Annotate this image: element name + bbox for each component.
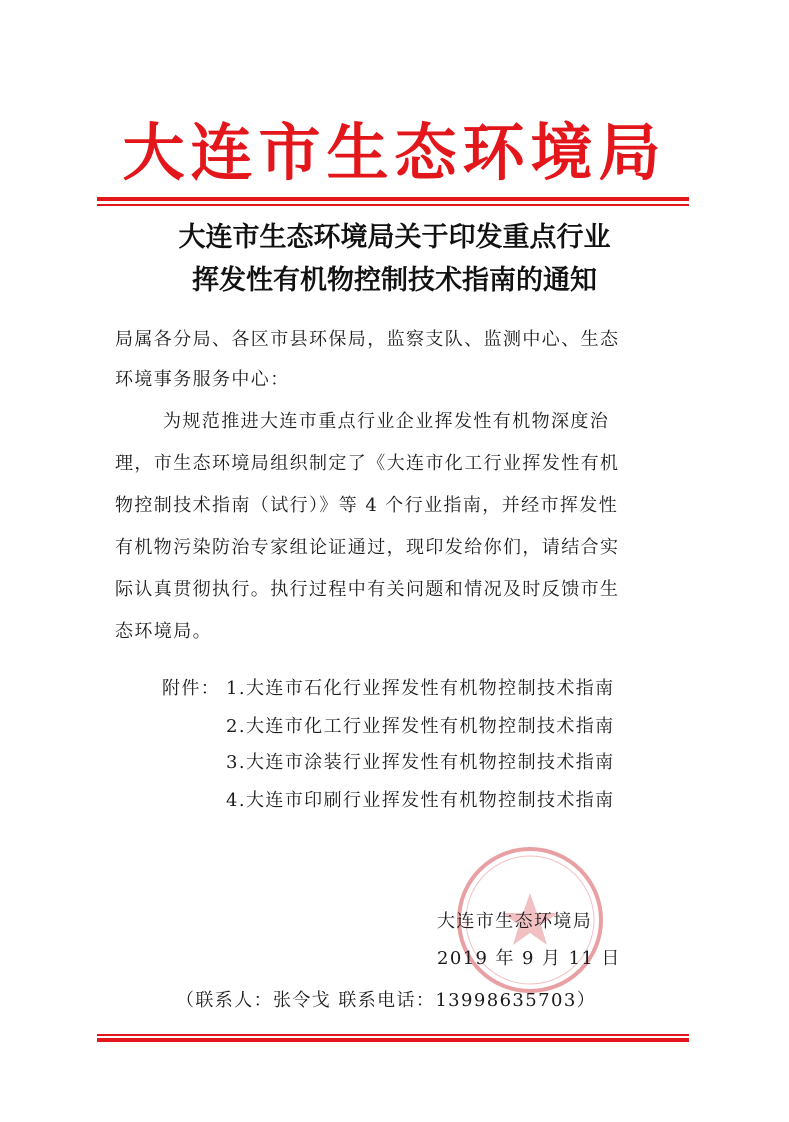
recipients-line2: 环境事务服务中心： bbox=[115, 369, 290, 390]
contact-info: （联系人：张令戈 联系电话：13998635703） bbox=[176, 990, 597, 1011]
recipients-line1: 局属各分局、各区市县环保局，监察支队、监测中心、生态 bbox=[115, 329, 620, 350]
body-line: 有机物污染防治专家组论证通过，现印发给你们，请结合实 bbox=[115, 537, 620, 558]
attachment-item: 4.大连市印刷行业挥发性有机物控制技术指南 bbox=[226, 790, 615, 811]
document-title-line2: 挥发性有机物控制技术指南的通知 bbox=[192, 265, 597, 296]
issue-date: 2019 年 9 月 11 日 bbox=[437, 948, 621, 969]
attachment-item: 3.大连市涂装行业挥发性有机物控制技术指南 bbox=[226, 752, 615, 773]
footer-rule-thick bbox=[97, 1038, 689, 1042]
footer-rule-thin bbox=[97, 1034, 689, 1036]
body-line: 物控制技术指南（试行）》等 4 个行业指南，并经市挥发性 bbox=[115, 495, 619, 516]
document-title-line1: 大连市生态环境局关于印发重点行业 bbox=[178, 222, 611, 253]
header-rule-thin bbox=[97, 204, 689, 206]
body-line: 际认真贯彻执行。执行过程中有关问题和情况及时反馈市生 bbox=[115, 579, 620, 600]
body-line: 态环境局。 bbox=[115, 621, 212, 642]
attachments-label: 附件： bbox=[162, 678, 221, 699]
agency-masthead: 大连市生态环境局 bbox=[122, 116, 667, 189]
body-line: 理，市生态环境局组织制定了《大连市化工行业挥发性有机 bbox=[115, 453, 620, 474]
issuer-name: 大连市生态环境局 bbox=[437, 911, 593, 932]
attachment-item: 1.大连市石化行业挥发性有机物控制技术指南 bbox=[226, 678, 615, 699]
header-rule-thick bbox=[97, 197, 689, 201]
attachment-item: 2.大连市化工行业挥发性有机物控制技术指南 bbox=[226, 716, 615, 737]
body-line: 为规范推进大连市重点行业企业挥发性有机物深度治 bbox=[163, 411, 610, 432]
